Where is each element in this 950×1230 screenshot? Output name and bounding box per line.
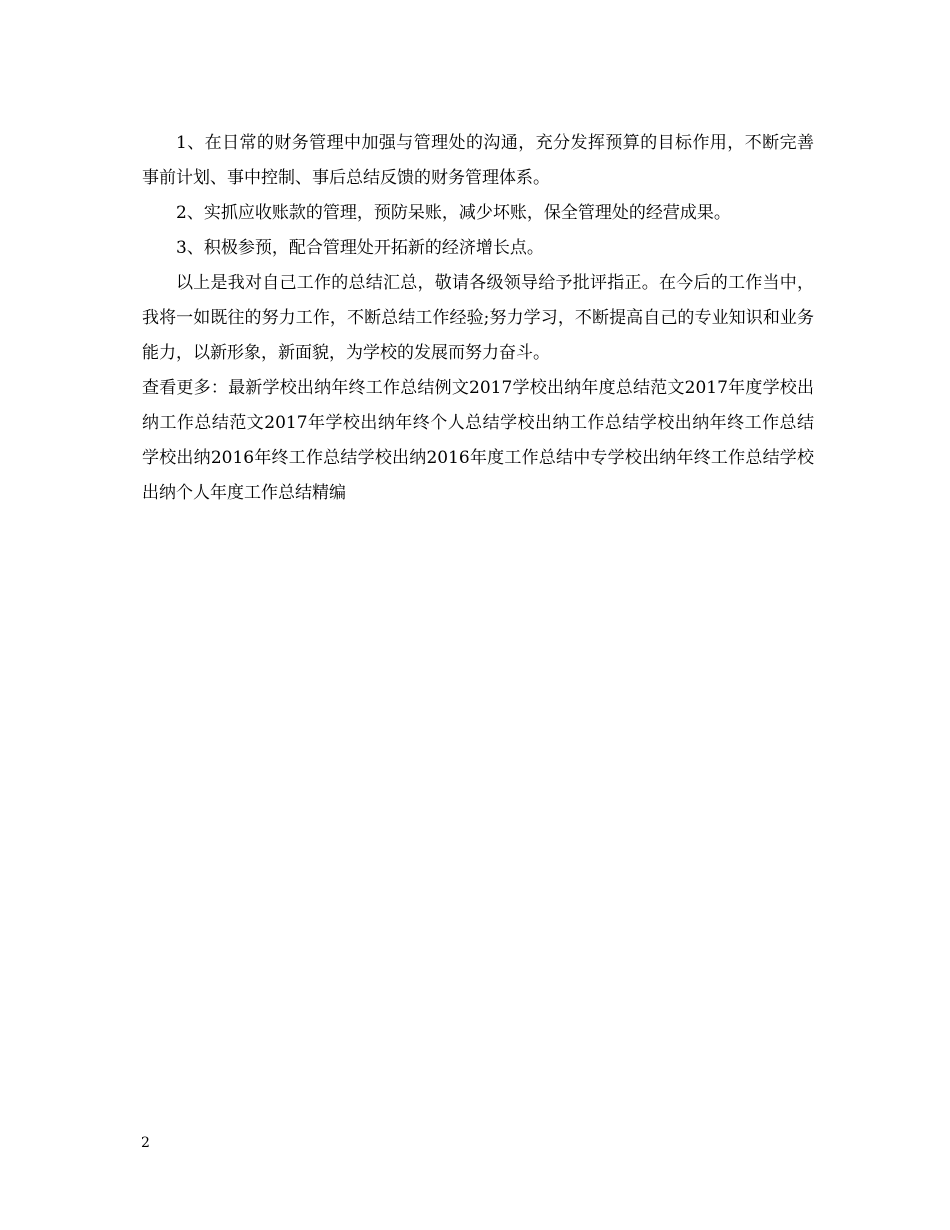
page-number: 2 [141,1135,150,1151]
see-more-links: 查看更多：最新学校出纳年终工作总结例文2017学校出纳年度总结范文2017年度学校出纳工作总结范文2017年学校出纳年终个人总结学校出纳工作总结学校出纳年终工作总结学校出纳2016年终工作总结学校出纳2016年度工作总结中专学校出纳年终工作总结学校出纳个人年度工作总结精编 [142,378,814,503]
document-body [142,126,814,511]
paragraph-item-1: 1、在日常的财务管理中加强与管理处的沟通，充分发挥预算的目标作用，不断完善事前计划、事中控制、事后总结反馈的财务管理体系。 [142,133,814,188]
paragraph-item-2: 2、实抓应收账款的管理，预防呆账，减少坏账，保全管理处的经营成果。 [176,203,731,223]
paragraph-item-3: 3、积极参预，配合管理处开拓新的经济增长点。 [176,238,544,258]
paragraph-conclusion: 以上是我对自己工作的总结汇总，敬请各级领导给予批评指正。在今后的工作当中，我将一如既往的努力工作，不断总结工作经验;努力学习，不断提高自己的专业知识和业务能力，以新形象，新面貌，为学校的发展而努力奋斗。 [142,273,814,363]
